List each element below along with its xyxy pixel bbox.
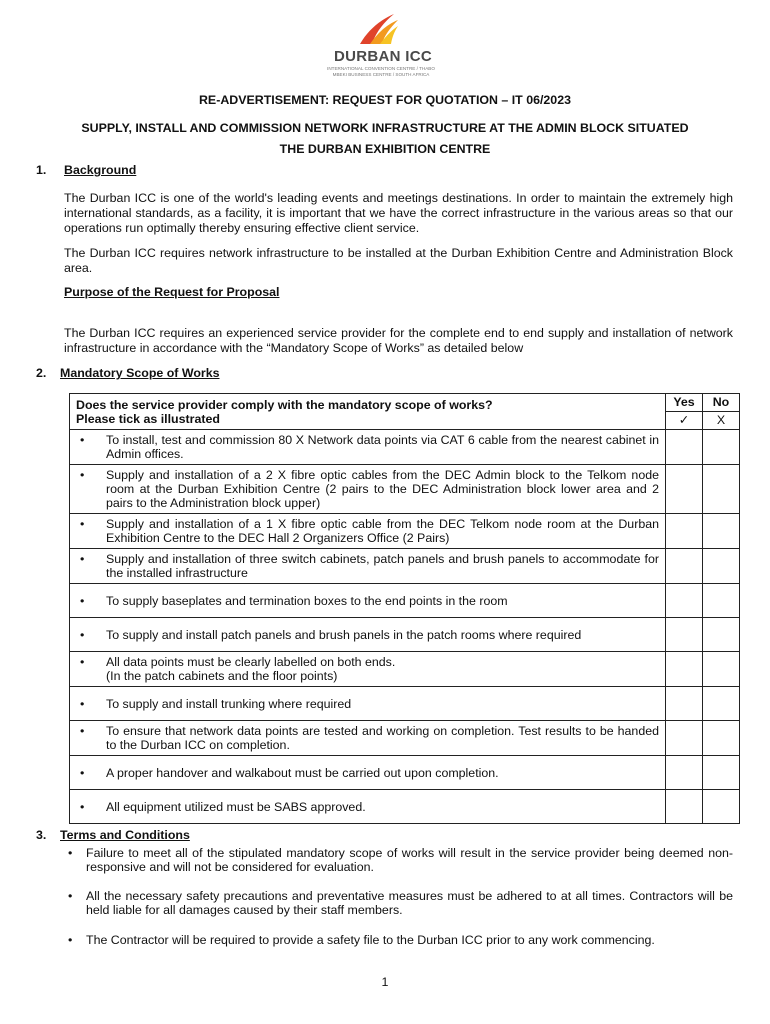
scope-item-text: To install, test and commission 80 X Network data points via CAT 6 cable from the nearest cabinet in Admin offices. xyxy=(106,433,659,461)
yes-checkbox-cell[interactable] xyxy=(666,790,703,824)
scope-item-cell xyxy=(70,549,666,584)
section1-heading: Background xyxy=(64,163,137,177)
table-row xyxy=(70,430,740,465)
scope-item-text: To supply and install patch panels and brush panels in the patch rooms where required xyxy=(106,627,582,642)
scope-question-cell xyxy=(70,394,666,430)
yes-checkbox-cell[interactable] xyxy=(666,687,703,721)
no-checkbox-cell[interactable] xyxy=(703,790,740,824)
yes-checkbox-cell[interactable] xyxy=(666,721,703,756)
bullet: • xyxy=(68,933,73,947)
scope-item-cell xyxy=(70,618,666,652)
list-item xyxy=(64,846,733,874)
scope-item-cell xyxy=(70,430,666,465)
list-item xyxy=(64,889,733,917)
page-number: 1 xyxy=(381,975,389,989)
scope-item-text: Supply and installation of a 1 X fibre optic cable from the DEC Telkom node room at the Durban Exhibition Centre to the DEC Hall 2 Organizers Office (2 Pairs) xyxy=(106,517,659,545)
yes-checkbox-cell[interactable] xyxy=(666,465,703,514)
yes-checkbox-cell[interactable] xyxy=(666,618,703,652)
bullet: • xyxy=(80,433,85,447)
bullet: • xyxy=(80,627,85,642)
bullet: • xyxy=(68,846,73,860)
bullet: • xyxy=(80,724,85,738)
no-checkbox-cell[interactable] xyxy=(703,721,740,756)
no-checkbox-cell[interactable] xyxy=(703,584,740,618)
bullet: • xyxy=(80,696,85,711)
yes-checkbox-cell[interactable] xyxy=(666,584,703,618)
bullet: • xyxy=(68,889,73,903)
scope-item-text: A proper handover and walkabout must be carried out upon completion. xyxy=(106,765,499,780)
terms-item-text: The Contractor will be required to provide a safety file to the Durban ICC prior to any work commencing. xyxy=(86,933,655,947)
bullet: • xyxy=(80,799,85,814)
section2-heading: Mandatory Scope of Works xyxy=(60,366,220,380)
scope-item-text: All data points must be clearly labelled on both ends. xyxy=(106,655,396,669)
document-title: RE-ADVERTISEMENT: REQUEST FOR QUOTATION – IT 06/2023 xyxy=(198,93,571,107)
list-item xyxy=(64,933,733,947)
scope-item-text-line2: (In the patch cabinets and the floor points) xyxy=(106,669,338,683)
no-checkbox-cell[interactable] xyxy=(703,514,740,549)
yes-checkbox-cell[interactable] xyxy=(666,549,703,584)
no-checkbox-cell[interactable] xyxy=(703,549,740,584)
scope-table xyxy=(69,393,740,824)
terms-item-text: All the necessary safety precautions and preventative measures must be adhered to at all times. Contractors will be held liable for all damages caused by their staff members. xyxy=(86,889,733,917)
scope-item-text: To ensure that network data points are tested and working on completion. Test results to be handed to the Durban ICC on completion. xyxy=(106,724,659,752)
document-subtitle-line2: THE DURBAN EXHIBITION CENTRE xyxy=(279,142,491,156)
yes-example-tick: ✓ xyxy=(678,413,690,427)
no-checkbox-cell[interactable] xyxy=(703,652,740,687)
purpose-heading: Purpose of the Request for Proposal xyxy=(64,285,280,299)
table-row xyxy=(70,549,740,584)
table-row xyxy=(70,790,740,824)
no-checkbox-cell[interactable] xyxy=(703,465,740,514)
table-row xyxy=(70,687,740,721)
table-row xyxy=(70,721,740,756)
table-row xyxy=(70,652,740,687)
yes-checkbox-cell[interactable] xyxy=(666,430,703,465)
no-checkbox-cell[interactable] xyxy=(703,430,740,465)
bullet: • xyxy=(80,593,85,608)
background-paragraph-1: The Durban ICC is one of the world's leading events and meetings destinations. In order to maintain the extremely high international standards, as a facility, it is important that we have the correct infrastructure in the various areas so that our operations run optimally thereby ensuring effective client service. xyxy=(64,191,733,236)
table-row xyxy=(70,756,740,790)
scope-item-cell xyxy=(70,465,666,514)
purpose-paragraph: The Durban ICC requires an experienced service provider for the complete end to end supply and installation of network infrastructure in accordance with the “Mandatory Scope of Works” as detailed below xyxy=(64,326,733,356)
scope-item-cell xyxy=(70,721,666,756)
scope-question-line2: Please tick as illustrated xyxy=(76,411,220,426)
scope-item-cell xyxy=(70,756,666,790)
table-row xyxy=(70,465,740,514)
logo-name: DURBAN ICC xyxy=(334,48,432,65)
logo-tagline: INTERNATIONAL CONVENTION CENTRE / THABO MBEKI BUSINESS CENTRE / SOUTH AFRICA xyxy=(327,66,435,77)
yes-checkbox-cell[interactable] xyxy=(666,756,703,790)
bullet: • xyxy=(80,765,85,780)
no-label: No xyxy=(703,394,739,412)
logo-swoosh-icon xyxy=(318,10,458,50)
no-checkbox-cell[interactable] xyxy=(703,756,740,790)
no-checkbox-cell[interactable] xyxy=(703,618,740,652)
durban-icc-logo xyxy=(318,10,458,90)
scope-item-cell xyxy=(70,687,666,721)
terms-item-text: Failure to meet all of the stipulated mandatory scope of works will result in the service provider being deemed non-responsive and will not be considered for evaluation. xyxy=(86,846,733,874)
yes-checkbox-cell[interactable] xyxy=(666,514,703,549)
scope-item-text: All equipment utilized must be SABS approved. xyxy=(106,799,366,814)
scope-item-cell xyxy=(70,514,666,549)
scope-item-text: Supply and installation of three switch cabinets, patch panels and brush panels to accommodate for the installed infrastructure xyxy=(106,552,659,580)
scope-item-cell xyxy=(70,584,666,618)
scope-item-text: Supply and installation of a 2 X fibre optic cables from the DEC Admin block to the Telkom node room at the Durban Exhibition Centre (2 pairs to the DEC Administration block lower area and 2 pairs to the Administration block upper) xyxy=(106,468,659,510)
bullet: • xyxy=(80,655,85,669)
yes-header-cell xyxy=(666,394,703,430)
section3-heading: Terms and Conditions xyxy=(60,828,190,842)
no-example-cross: X xyxy=(716,413,726,427)
scope-item-cell xyxy=(70,790,666,824)
scope-table-header-row xyxy=(70,394,740,430)
table-row xyxy=(70,514,740,549)
section1-number: 1. xyxy=(36,163,47,177)
scope-item-text: To supply and install trunking where required xyxy=(106,696,352,711)
section3-number: 3. xyxy=(36,828,47,842)
table-row xyxy=(70,584,740,618)
scope-item-text: To supply baseplates and termination boxes to the end points in the room xyxy=(106,593,508,608)
section2-number: 2. xyxy=(36,366,47,380)
table-row xyxy=(70,618,740,652)
background-paragraph-2: The Durban ICC requires network infrastructure to be installed at the Durban Exhibition Centre and Administration Block area. xyxy=(64,246,733,276)
yes-label: Yes xyxy=(666,394,702,412)
bullet: • xyxy=(80,517,85,531)
bullet: • xyxy=(80,552,85,566)
bullet: • xyxy=(80,468,85,482)
scope-question-line1: Does the service provider comply with the mandatory scope of works? xyxy=(76,397,493,412)
no-checkbox-cell[interactable] xyxy=(703,687,740,721)
document-subtitle-line1: SUPPLY, INSTALL AND COMMISSION NETWORK INFRASTRUCTURE AT THE ADMIN BLOCK SITUATED xyxy=(81,121,689,135)
yes-checkbox-cell[interactable] xyxy=(666,652,703,687)
scope-item-cell xyxy=(70,652,666,687)
no-header-cell xyxy=(703,394,740,430)
